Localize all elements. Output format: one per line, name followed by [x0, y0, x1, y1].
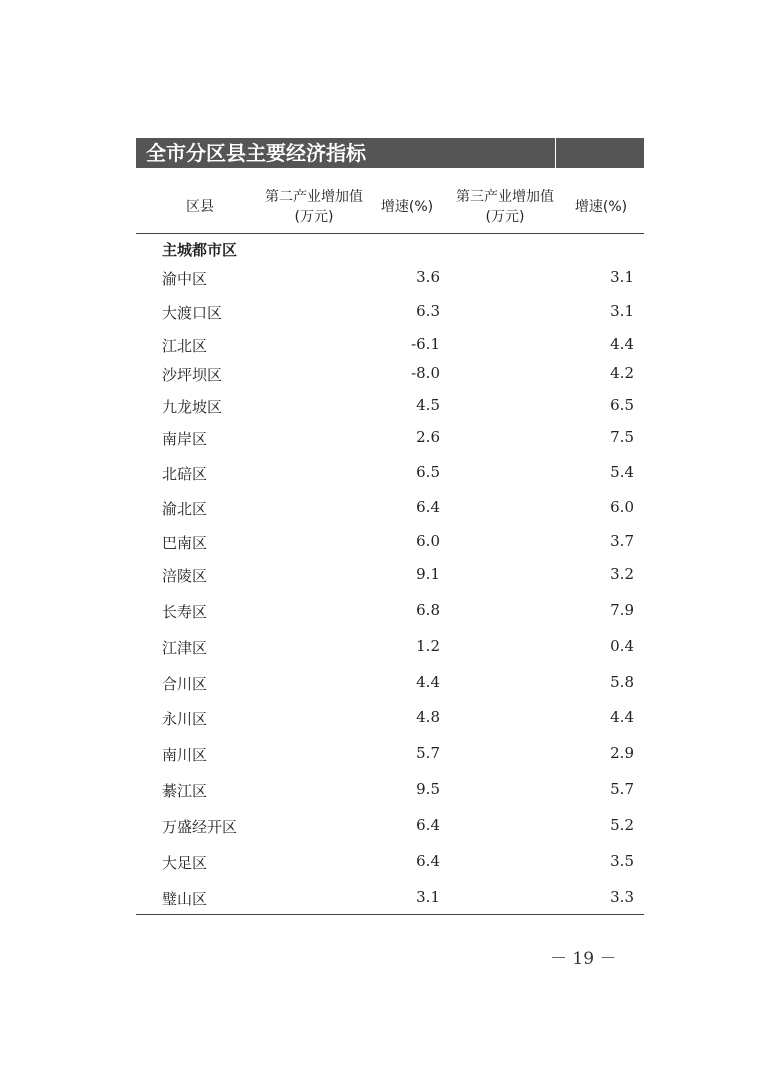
row-secondary-growth: 4.4 — [416, 673, 440, 691]
row-tertiary-growth: 7.9 — [610, 601, 634, 619]
row-secondary-growth: 6.3 — [416, 302, 440, 320]
row-tertiary-growth: 2.9 — [610, 744, 634, 762]
row-district-name: 长寿区 — [162, 603, 208, 621]
row-tertiary-growth: 0.4 — [610, 637, 634, 655]
row-district-name: 九龙坡区 — [162, 398, 223, 416]
row-secondary-growth: 6.4 — [416, 498, 440, 516]
row-district-name: 涪陵区 — [162, 567, 208, 585]
row-secondary-growth: 1.2 — [416, 637, 440, 655]
table-row — [136, 814, 644, 838]
table-header — [136, 182, 644, 234]
row-secondary-growth: 6.5 — [416, 463, 440, 481]
table-row — [136, 635, 644, 659]
row-secondary-growth: 2.6 — [416, 428, 440, 446]
section-label: 主城都市区 — [162, 241, 238, 259]
row-secondary-growth: 4.8 — [416, 708, 440, 726]
table-row — [136, 886, 644, 910]
row-district-name: 沙坪坝区 — [162, 366, 223, 384]
row-tertiary-growth: 4.2 — [610, 364, 634, 382]
row-district-name: 万盛经开区 — [162, 818, 238, 836]
row-tertiary-growth: 5.8 — [610, 673, 634, 691]
row-district-name: 大足区 — [162, 854, 208, 872]
row-secondary-growth: 6.4 — [416, 852, 440, 870]
row-tertiary-growth: 7.5 — [610, 428, 634, 446]
row-tertiary-growth: 6.5 — [610, 396, 634, 414]
row-secondary-growth: -8.0 — [411, 364, 440, 382]
row-district-name: 北碚区 — [162, 465, 208, 483]
table-row — [136, 461, 644, 485]
row-secondary-growth: 6.8 — [416, 601, 440, 619]
row-tertiary-growth: 3.5 — [610, 852, 634, 870]
row-district-name: 大渡口区 — [162, 304, 223, 322]
header-tertiary-value: 第三产业增加值(万元) — [456, 189, 554, 225]
table-row — [136, 742, 644, 766]
row-district-name: 綦江区 — [162, 782, 208, 800]
row-district-name: 江北区 — [162, 337, 208, 355]
row-tertiary-growth: 3.1 — [610, 268, 634, 286]
row-secondary-growth: -6.1 — [411, 335, 440, 353]
row-secondary-growth: 4.5 — [416, 396, 440, 414]
table-row — [136, 496, 644, 520]
row-secondary-growth: 6.4 — [416, 816, 440, 834]
row-district-name: 南岸区 — [162, 430, 208, 448]
table-row — [136, 706, 644, 730]
row-tertiary-growth: 3.7 — [610, 532, 634, 550]
row-tertiary-growth: 3.3 — [610, 888, 634, 906]
row-tertiary-growth: 3.2 — [610, 565, 634, 583]
table-row — [136, 850, 644, 874]
header-secondary-growth: 增速(%) — [380, 199, 434, 215]
title-bar — [136, 138, 644, 168]
table-row — [136, 426, 644, 450]
row-tertiary-growth: 5.2 — [610, 816, 634, 834]
row-secondary-growth: 9.5 — [416, 780, 440, 798]
row-secondary-growth: 9.1 — [416, 565, 440, 583]
table-row — [136, 530, 644, 554]
row-district-name: 合川区 — [162, 675, 208, 693]
header-secondary-value: 第二产业增加值(万元) — [265, 189, 363, 225]
row-secondary-growth: 5.7 — [416, 744, 440, 762]
table-row — [136, 394, 644, 418]
table-row — [136, 778, 644, 802]
row-district-name: 渝中区 — [162, 270, 208, 288]
header-district: 区县 — [186, 199, 214, 215]
header-tertiary-growth: 增速(%) — [574, 199, 628, 215]
title-bar-side-block — [556, 138, 644, 168]
row-tertiary-growth: 3.1 — [610, 302, 634, 320]
table-row — [136, 362, 644, 386]
row-secondary-growth: 3.6 — [416, 268, 440, 286]
row-district-name: 江津区 — [162, 639, 208, 657]
row-district-name: 南川区 — [162, 746, 208, 764]
row-tertiary-growth: 4.4 — [610, 335, 634, 353]
table-row — [136, 266, 644, 290]
table-row — [136, 333, 644, 357]
row-tertiary-growth: 4.4 — [610, 708, 634, 726]
row-secondary-growth: 6.0 — [416, 532, 440, 550]
table-row — [136, 563, 644, 587]
row-district-name: 永川区 — [162, 710, 208, 728]
row-tertiary-growth: 6.0 — [610, 498, 634, 516]
row-district-name: 璧山区 — [162, 890, 208, 908]
page-number: － 19 － — [550, 949, 617, 969]
bottom-rule — [136, 914, 644, 915]
row-secondary-growth: 3.1 — [416, 888, 440, 906]
row-tertiary-growth: 5.4 — [610, 463, 634, 481]
row-district-name: 渝北区 — [162, 500, 208, 518]
table-row — [136, 300, 644, 324]
row-tertiary-growth: 5.7 — [610, 780, 634, 798]
table-row — [136, 599, 644, 623]
page-title: 全市分区县主要经济指标 — [136, 138, 556, 168]
table-row — [136, 671, 644, 695]
row-district-name: 巴南区 — [162, 534, 208, 552]
